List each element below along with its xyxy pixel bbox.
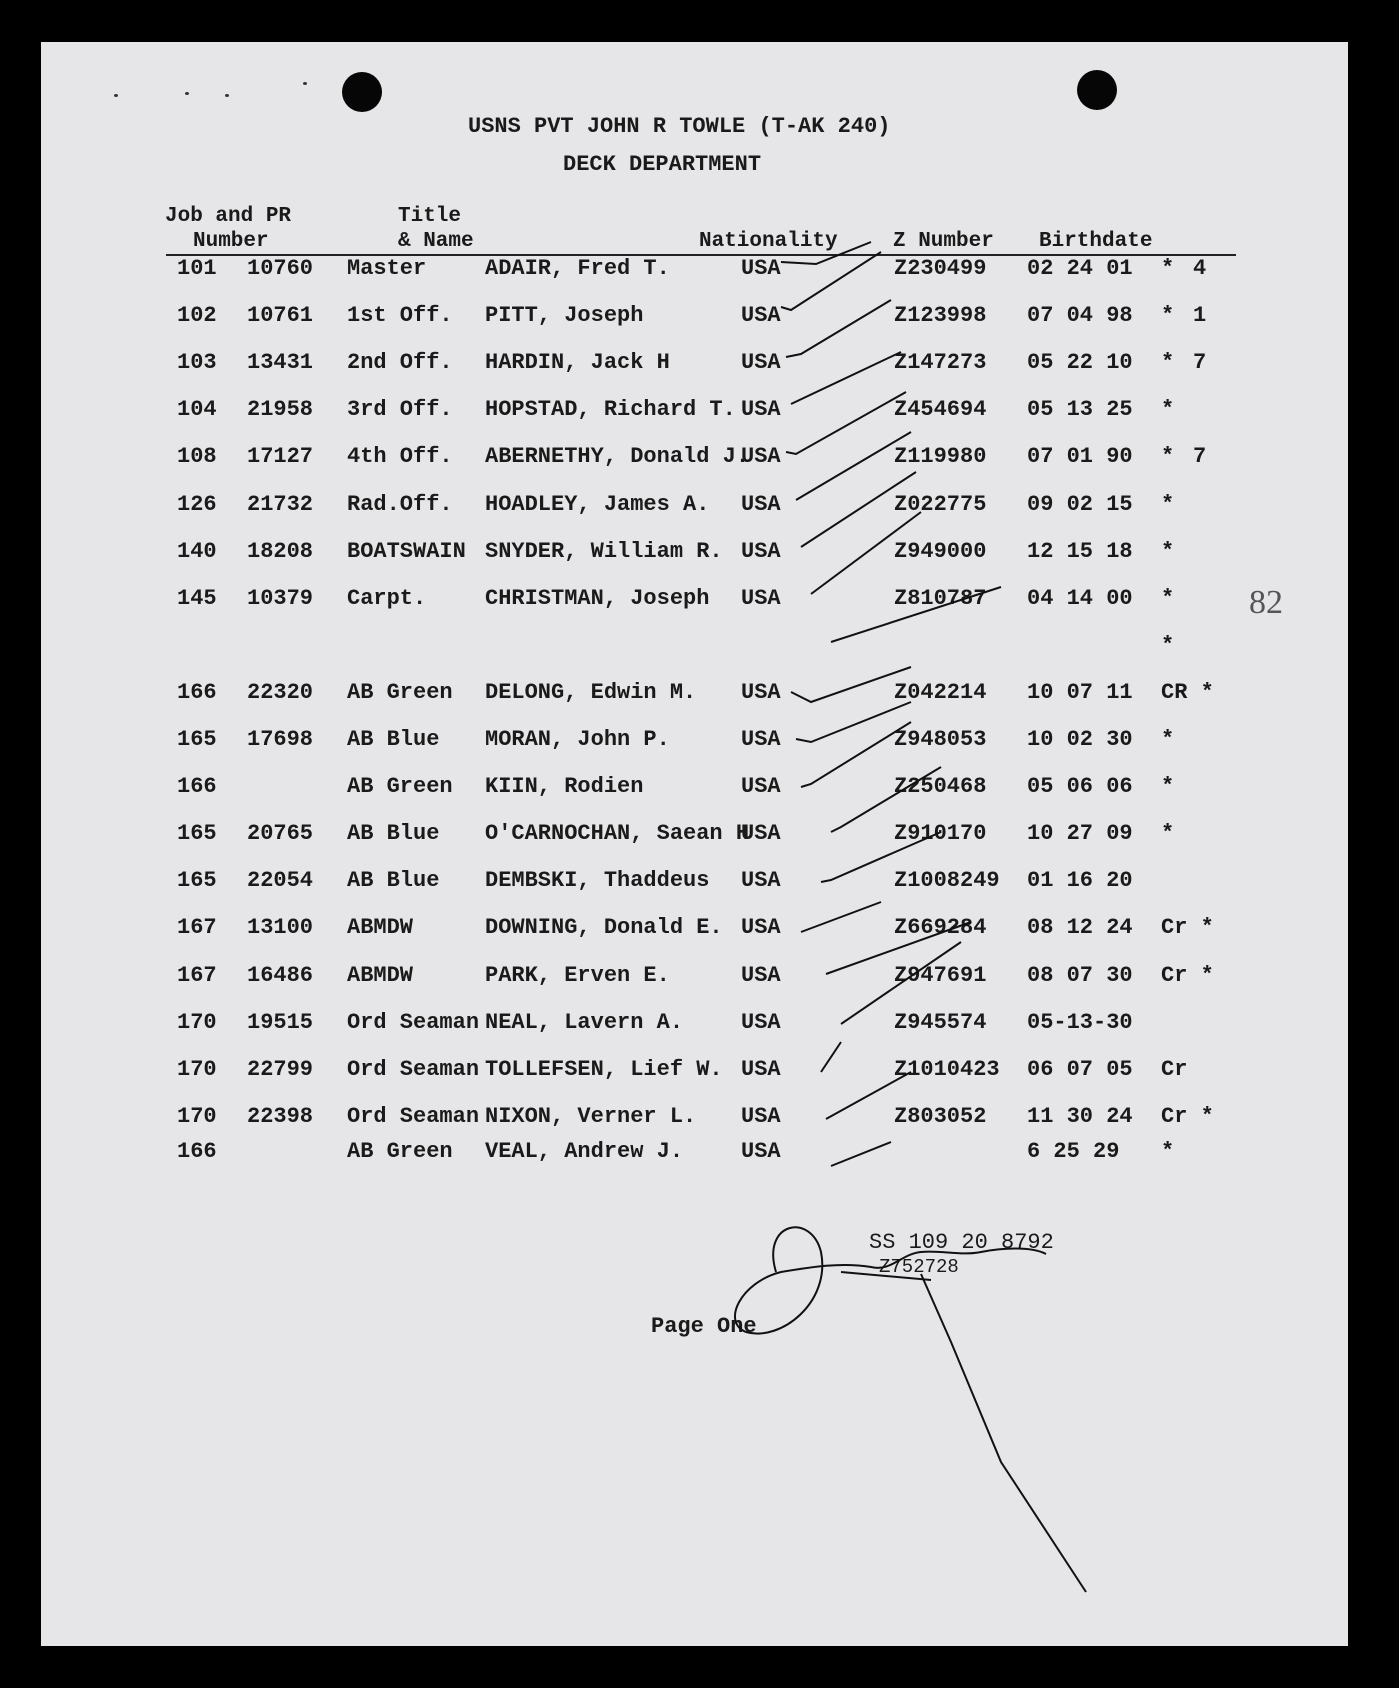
row-birthdate: 07 01 90: [1027, 444, 1133, 470]
row-job: 170: [177, 1009, 217, 1035]
row-nationality: USA: [741, 538, 781, 564]
row-job: 167: [177, 915, 217, 941]
row-name: NEAL, Lavern A.: [485, 1009, 684, 1035]
header-nationality: Nationality: [699, 230, 838, 253]
row-z-number: Z949000: [894, 538, 987, 564]
row-title: AB Blue: [347, 868, 440, 894]
speck: [225, 94, 229, 97]
ss-note-z: Z752728: [879, 1256, 959, 1278]
table-row: [41, 492, 1348, 520]
row-job: 145: [177, 585, 217, 611]
row-name: MORAN, John P.: [485, 727, 670, 752]
row-z-number: Z119980: [894, 444, 987, 470]
table-row: [41, 727, 1348, 755]
row-job: 140: [177, 538, 217, 564]
row-pr-number: 10379: [247, 585, 314, 611]
row-pr-number: 10761: [247, 303, 314, 329]
row-birthdate: 06 07 05: [1027, 1056, 1133, 1082]
row-birthdate: 6 25 29: [1027, 1138, 1120, 1164]
table-row: [41, 256, 1348, 284]
row-extra: 7: [1193, 444, 1207, 470]
speck: [114, 94, 118, 97]
row-mark: Cr *: [1161, 1103, 1214, 1129]
row-birthdate: 07 04 98: [1027, 303, 1133, 329]
table-row: [41, 1139, 1348, 1167]
row-job: 126: [177, 491, 217, 517]
row-extra: 4: [1193, 256, 1207, 281]
row-pr-number: 17127: [247, 444, 314, 470]
row-title: Master: [347, 256, 427, 281]
row-mark: CR *: [1161, 679, 1214, 705]
table-row: [41, 963, 1348, 991]
document-title: USNS PVT JOHN R TOWLE (T-AK 240): [468, 114, 891, 139]
row-nationality: USA: [741, 962, 781, 988]
row-nationality: USA: [741, 491, 781, 517]
row-name: DOWNING, Donald E.: [485, 915, 723, 941]
speck: [303, 82, 307, 85]
table-row: [41, 444, 1348, 472]
row-mark: *: [1161, 632, 1175, 658]
header-name: & Name: [398, 230, 474, 253]
table-row: [41, 586, 1348, 614]
row-birthdate: 05-13-30: [1027, 1009, 1133, 1035]
header-birthdate: Birthdate: [1039, 230, 1153, 253]
table-row: [41, 1057, 1348, 1085]
row-birthdate: 10 02 30: [1027, 727, 1133, 752]
row-mark: *: [1161, 585, 1175, 611]
row-z-number: Z669284: [894, 915, 987, 941]
row-title: 2nd Off.: [347, 350, 453, 376]
row-pr-number: 13431: [247, 350, 314, 376]
row-mark: Cr: [1161, 1056, 1188, 1082]
table-row: [41, 821, 1348, 849]
row-name: SNYDER, William R.: [485, 538, 723, 564]
row-extra: 1: [1193, 303, 1207, 329]
table-row: [41, 1010, 1348, 1038]
row-mark: *: [1161, 821, 1175, 847]
table-row: [41, 868, 1348, 896]
row-z-number: Z250468: [894, 774, 987, 800]
row-nationality: USA: [741, 256, 781, 281]
header-title: Title: [398, 205, 462, 228]
row-job: 103: [177, 350, 217, 376]
table-row: [41, 350, 1348, 378]
row-job: 108: [177, 444, 217, 470]
row-birthdate: 05 13 25: [1027, 397, 1133, 423]
row-mark: *: [1161, 256, 1175, 281]
row-birthdate: 11 30 24: [1027, 1103, 1133, 1129]
punch-hole-right: [1077, 70, 1117, 110]
row-name: NIXON, Verner L.: [485, 1103, 697, 1129]
row-mark: *: [1161, 350, 1175, 376]
row-pr-number: 22799: [247, 1056, 314, 1082]
row-title: AB Green: [347, 1138, 453, 1164]
header-number: Number: [193, 230, 269, 253]
row-name: HOADLEY, James A.: [485, 491, 710, 517]
row-name: PITT, Joseph: [485, 303, 644, 329]
row-job: 101: [177, 256, 217, 281]
table-row: [41, 1104, 1348, 1132]
row-mark: *: [1161, 727, 1175, 752]
row-nationality: USA: [741, 915, 781, 941]
row-name: HOPSTAD, Richard T.: [485, 397, 736, 423]
row-pr-number: 17698: [247, 727, 314, 752]
header-z-number: Z Number: [893, 230, 994, 253]
table-row: [41, 633, 1348, 661]
row-pr-number: 19515: [247, 1009, 314, 1035]
row-nationality: USA: [741, 1009, 781, 1035]
row-mark: *: [1161, 491, 1175, 517]
row-mark: *: [1161, 303, 1175, 329]
row-job: 166: [177, 679, 217, 705]
row-mark: *: [1161, 538, 1175, 564]
row-name: O'CARNOCHAN, Saean H: [485, 821, 750, 847]
row-pr-number: 13100: [247, 915, 314, 941]
row-title: AB Blue: [347, 727, 440, 752]
row-z-number: Z810787: [894, 585, 987, 611]
row-title: ABMDW: [347, 915, 414, 941]
row-pr-number: 16486: [247, 962, 314, 988]
row-mark: Cr *: [1161, 915, 1214, 941]
row-title: 3rd Off.: [347, 397, 453, 423]
row-job: 104: [177, 397, 217, 423]
row-title: Carpt.: [347, 585, 427, 611]
row-pr-number: 22320: [247, 679, 314, 705]
row-title: Rad.Off.: [347, 491, 453, 517]
row-pr-number: 20765: [247, 821, 314, 847]
row-title: AB Blue: [347, 821, 440, 847]
row-birthdate: 12 15 18: [1027, 538, 1133, 564]
row-birthdate: 08 07 30: [1027, 962, 1133, 988]
row-nationality: USA: [741, 821, 781, 847]
margin-page-number: 82: [1249, 584, 1283, 621]
row-title: ABMDW: [347, 962, 414, 988]
row-birthdate: 04 14 00: [1027, 585, 1133, 611]
row-mark: *: [1161, 444, 1175, 470]
punch-hole-left: [342, 72, 382, 112]
row-name: KIIN, Rodien: [485, 774, 644, 800]
row-title: BOATSWAIN: [347, 538, 466, 564]
row-title: AB Green: [347, 679, 453, 705]
row-nationality: USA: [741, 679, 781, 705]
row-z-number: Z948053: [894, 727, 987, 752]
row-birthdate: 02 24 01: [1027, 256, 1133, 281]
row-z-number: Z1008249: [894, 868, 1000, 894]
row-mark: *: [1161, 1138, 1175, 1164]
row-pr-number: 21732: [247, 491, 314, 517]
table-row: [41, 539, 1348, 567]
page-label: Page One: [651, 1314, 757, 1339]
row-job: 166: [177, 774, 217, 800]
row-job: 102: [177, 303, 217, 329]
row-z-number: Z945574: [894, 1009, 987, 1035]
row-z-number: Z022775: [894, 491, 987, 517]
row-z-number: Z147273: [894, 350, 987, 376]
row-nationality: USA: [741, 774, 781, 800]
row-name: DELONG, Edwin M.: [485, 679, 697, 705]
row-birthdate: 01 16 20: [1027, 868, 1133, 894]
table-row: [41, 774, 1348, 802]
table-row: [41, 915, 1348, 943]
row-job: 165: [177, 821, 217, 847]
row-name: ABERNETHY, Donald J.: [485, 444, 750, 470]
row-job: 166: [177, 1138, 217, 1164]
row-mark: *: [1161, 774, 1175, 800]
row-name: VEAL, Andrew J.: [485, 1138, 684, 1164]
row-title: Ord Seaman: [347, 1103, 480, 1129]
row-nationality: USA: [741, 1138, 781, 1164]
table-row: [41, 397, 1348, 425]
row-name: ADAIR, Fred T.: [485, 256, 670, 281]
table-row: [41, 303, 1348, 331]
row-nationality: USA: [741, 585, 781, 611]
row-z-number: Z454694: [894, 397, 987, 423]
row-birthdate: 08 12 24: [1027, 915, 1133, 941]
row-nationality: USA: [741, 1103, 781, 1129]
row-z-number: Z042214: [894, 679, 987, 705]
document-page: [41, 42, 1348, 1646]
speck: [185, 92, 189, 95]
row-mark: Cr *: [1161, 962, 1214, 988]
ss-note: SS 109 20 8792: [869, 1230, 1054, 1255]
row-nationality: USA: [741, 350, 781, 376]
row-pr-number: 10760: [247, 256, 314, 281]
row-name: DEMBSKI, Thaddeus: [485, 868, 710, 894]
row-name: HARDIN, Jack H: [485, 350, 670, 376]
row-z-number: Z1010423: [894, 1056, 1000, 1082]
row-nationality: USA: [741, 444, 781, 470]
row-nationality: USA: [741, 868, 781, 894]
row-pr-number: 22054: [247, 868, 314, 894]
header-job-pr: Job and PR: [165, 205, 292, 228]
document-subtitle: DECK DEPARTMENT: [563, 152, 762, 177]
row-title: Ord Seaman: [347, 1009, 480, 1035]
row-pr-number: 21958: [247, 397, 314, 423]
row-nationality: USA: [741, 727, 781, 752]
row-pr-number: 22398: [247, 1103, 314, 1129]
row-job: 170: [177, 1056, 217, 1082]
row-pr-number: 18208: [247, 538, 314, 564]
row-title: 1st Off.: [347, 303, 453, 329]
row-job: 167: [177, 962, 217, 988]
row-z-number: Z803052: [894, 1103, 987, 1129]
row-nationality: USA: [741, 1056, 781, 1082]
row-birthdate: 10 07 11: [1027, 679, 1133, 705]
row-job: 165: [177, 727, 217, 752]
row-z-number: Z230499: [894, 256, 987, 281]
row-birthdate: 05 22 10: [1027, 350, 1133, 376]
row-birthdate: 05 06 06: [1027, 774, 1133, 800]
row-name: TOLLEFSEN, Lief W.: [485, 1056, 723, 1082]
row-nationality: USA: [741, 303, 781, 329]
row-mark: *: [1161, 397, 1175, 423]
table-row: [41, 680, 1348, 708]
row-birthdate: 09 02 15: [1027, 491, 1133, 517]
row-birthdate: 10 27 09: [1027, 821, 1133, 847]
row-z-number: Z947691: [894, 962, 987, 988]
row-title: AB Green: [347, 774, 453, 800]
row-nationality: USA: [741, 397, 781, 423]
row-z-number: Z123998: [894, 303, 987, 329]
row-job: 165: [177, 868, 217, 894]
row-extra: 7: [1193, 350, 1207, 376]
row-job: 170: [177, 1103, 217, 1129]
row-title: 4th Off.: [347, 444, 453, 470]
row-name: CHRISTMAN, Joseph: [485, 585, 710, 611]
row-name: PARK, Erven E.: [485, 962, 670, 988]
row-title: Ord Seaman: [347, 1056, 480, 1082]
row-z-number: Z910170: [894, 821, 987, 847]
